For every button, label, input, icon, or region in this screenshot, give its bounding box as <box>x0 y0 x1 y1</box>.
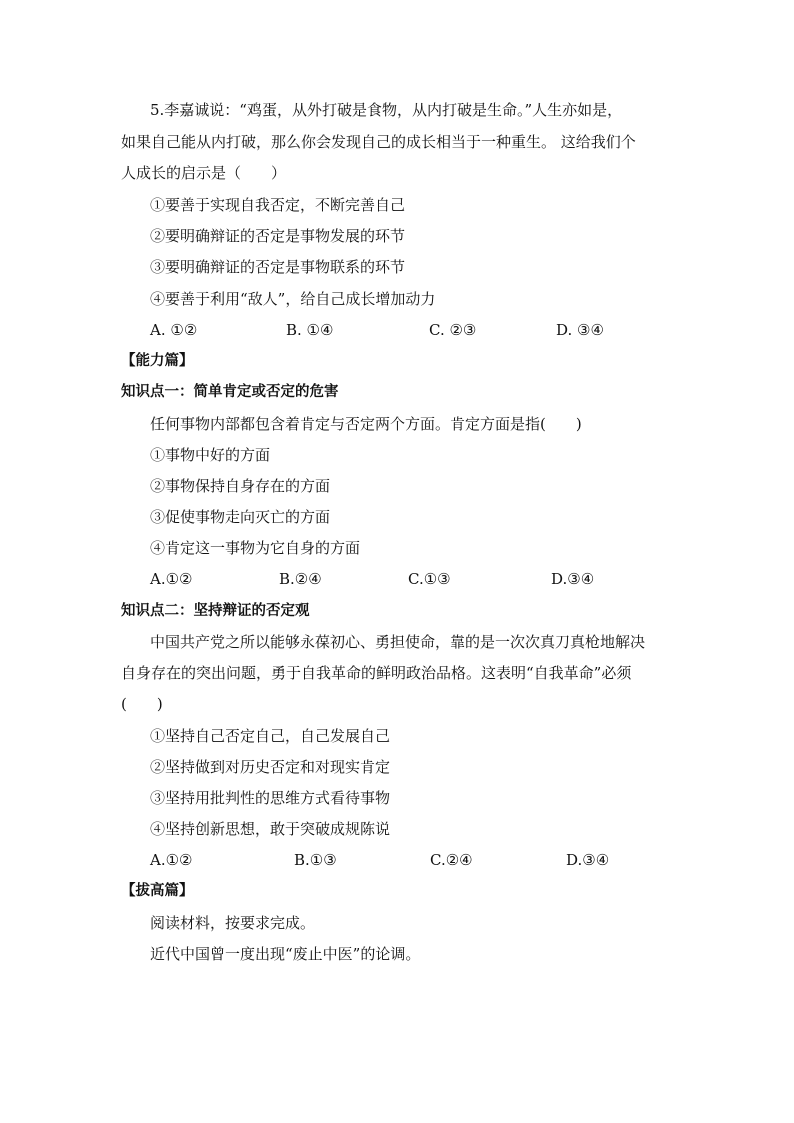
kp2-option-d: D.③④ <box>566 851 610 869</box>
kp1-item-2: ②事物保持自身存在的方面 <box>150 477 331 495</box>
kp2-item-2: ②坚持做到对历史否定和对现实肯定 <box>150 758 391 776</box>
q5-line-3: 人成长的启示是（ ） <box>121 164 287 182</box>
kp1-item-3: ③促使事物走向灭亡的方面 <box>150 508 331 526</box>
kp1-option-b: B.②④ <box>279 570 322 588</box>
kp2-line-1: 中国共产党之所以能够永葆初心、勇担使命，靠的是一次次真刀真枪地解决 <box>150 633 646 651</box>
kp2-line-2: 自身存在的突出问题，勇于自我革命的鲜明政治品格。这表明“自我革命”必须 <box>121 664 632 682</box>
kp1-option-a: A.①② <box>150 570 193 588</box>
kp2-option-a: A.①② <box>150 851 193 869</box>
kp1-option-c: C.①③ <box>408 570 451 588</box>
kp2-item-3: ③坚持用批判性的思维方式看待事物 <box>150 789 391 807</box>
kp1-item-1: ①事物中好的方面 <box>150 446 271 464</box>
q5-line-1: 5.李嘉诚说：“鸡蛋，从外打破是食物，从内打破是生命。”人生亦如是， <box>150 101 623 119</box>
kp2-option-b: B.①③ <box>294 851 337 869</box>
kp2-item-1: ①坚持自己否定自己，自己发展自己 <box>150 727 391 745</box>
kp1-question: 任何事物内部都包含着肯定与否定两个方面。肯定方面是指( ) <box>150 415 582 433</box>
section-heading-advanced: 【拔高篇】 <box>121 883 194 899</box>
kp1-title: 知识点一：简单肯定或否定的危害 <box>121 384 339 400</box>
kp1-option-d: D.③④ <box>551 570 595 588</box>
kp1-item-4: ④肯定这一事物为它自身的方面 <box>150 539 361 557</box>
q5-item-3: ③要明确辩证的否定是事物联系的环节 <box>150 258 406 276</box>
q5-item-1: ①要善于实现自我否定，不断完善自己 <box>150 196 406 214</box>
q5-option-c: C. ②③ <box>429 321 477 339</box>
q5-line-2: 如果自己能从内打破，那么你会发现自己的成长相当于一种重生。 这给我们个 <box>121 133 636 151</box>
q5-item-4: ④要善于利用“敌人”，给自己成长增加动力 <box>150 290 436 308</box>
q5-option-a: A. ①② <box>150 321 198 339</box>
q5-option-d: D. ③④ <box>556 321 604 339</box>
advanced-line-2: 近代中国曾一度出现“废止中医”的论调。 <box>150 945 421 963</box>
kp2-title: 知识点二：坚持辩证的否定观 <box>121 603 310 619</box>
q5-item-2: ②要明确辩证的否定是事物发展的环节 <box>150 227 406 245</box>
kp2-option-c: C.②④ <box>430 851 473 869</box>
advanced-line-1: 阅读材料，按要求完成。 <box>150 914 316 932</box>
q5-option-b: B. ①④ <box>286 321 334 339</box>
kp2-line-3: ( ) <box>121 695 163 713</box>
section-heading-ability: 【能力篇】 <box>121 353 194 369</box>
kp2-item-4: ④坚持创新思想，敢于突破成规陈说 <box>150 820 391 838</box>
